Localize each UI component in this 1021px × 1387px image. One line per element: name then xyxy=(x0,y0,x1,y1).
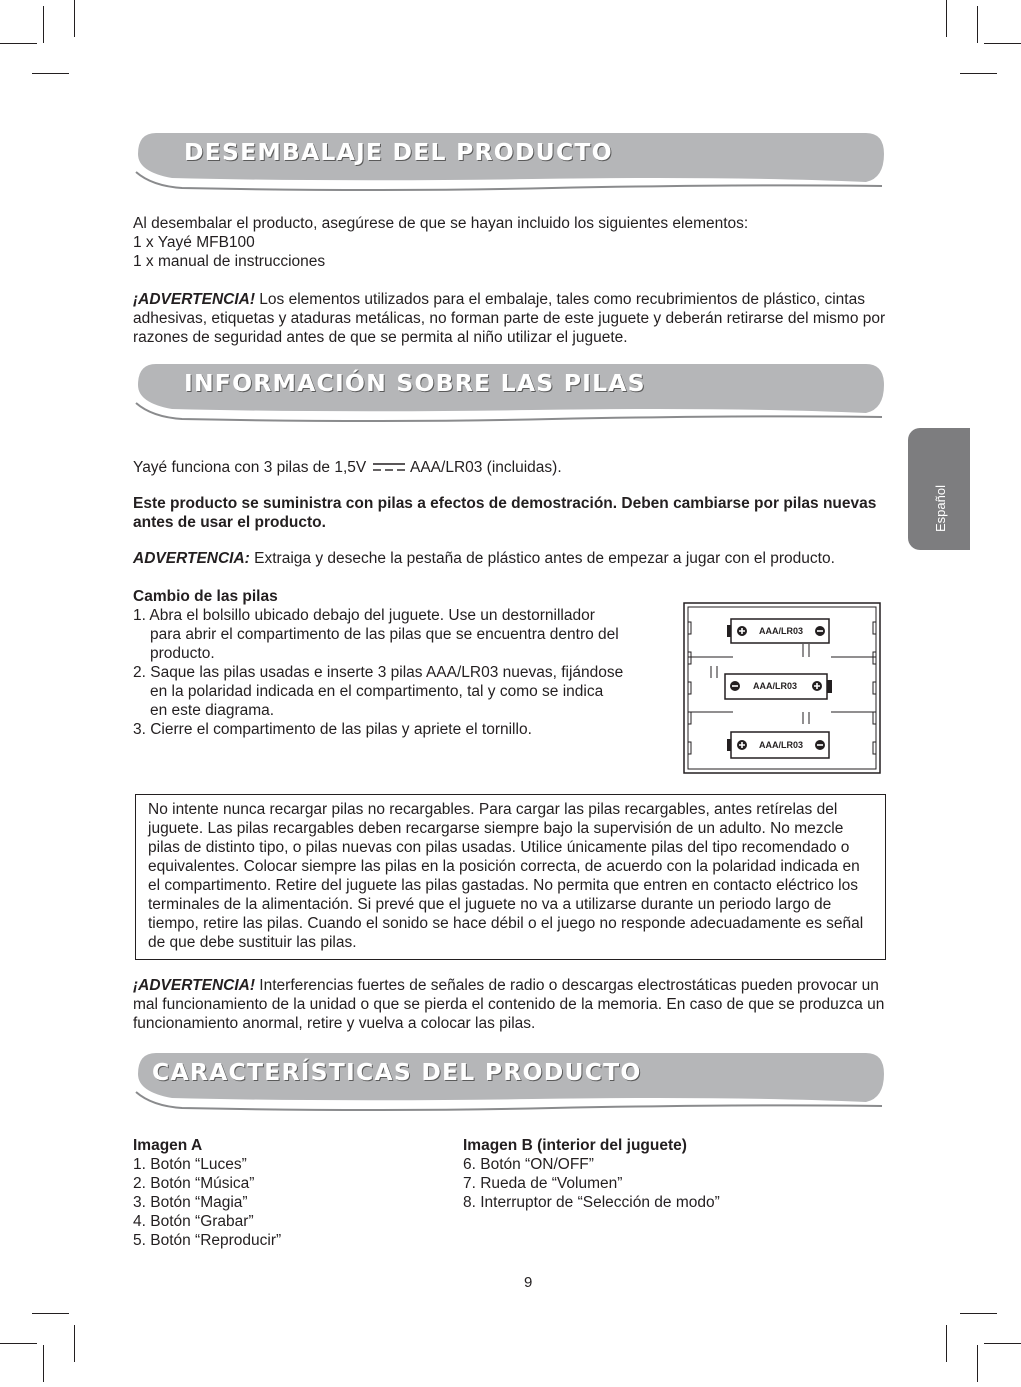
battery-compartment-diagram xyxy=(683,602,881,774)
features-col-heading: Imagen B (interior del juguete) xyxy=(463,1137,687,1154)
unpacking-warning xyxy=(133,290,893,347)
crop-mark xyxy=(32,1313,69,1314)
demo-notice: Este producto se suministra con pilas a efectos de demostración. Deben cambiarse por pilas nuevas antes de usar el producto. xyxy=(133,495,877,531)
battery-change-heading: Cambio de las pilas xyxy=(133,588,278,605)
warning-text: Extraiga y deseche la pestaña de plástico antes de empezar a jugar con el producto. xyxy=(249,550,835,567)
interference-warning-text xyxy=(133,976,893,1033)
step-line: 1. Abra el bolsillo ubicado debajo del juguete. Use un destornillador xyxy=(133,607,595,624)
crop-mark xyxy=(43,6,44,43)
page-number: 9 xyxy=(524,1274,533,1291)
section-banner-features xyxy=(132,1052,888,1114)
crop-mark xyxy=(0,1343,37,1344)
step-line: 2. Saque las pilas usadas e inserte 3 pilas AAA/LR03 nuevas, fijándose xyxy=(133,664,624,681)
warning-label: ¡ADVERTENCIA! xyxy=(133,977,255,994)
step-line: producto. xyxy=(150,645,215,662)
unpacking-item: 1 x manual de instrucciones xyxy=(133,253,326,270)
warning-text: Interferencias fuertes de señales de radio o descargas electrostáticas pueden provocar un mal funcionamiento de la unidad o que se pierda el contenido de la memoria. En caso de que se produzca un funcionamiento anormal, retire y vuelva a colocar las pilas. xyxy=(133,977,885,1032)
crop-mark xyxy=(960,73,997,74)
battery-spec-post: AAA/LR03 (incluidas). xyxy=(406,459,562,476)
feature-item: 8. Interruptor de “Selección de modo” xyxy=(463,1194,720,1211)
battery-spec-pre: Yayé funciona con 3 pilas de 1,5V xyxy=(133,459,371,476)
crop-mark xyxy=(977,1345,978,1382)
battery-spec xyxy=(133,458,893,477)
warning-text: Los elementos utilizados para el embalaje, tales como recubrimientos de plástico, cintas adhesivas, etiquetas y ataduras metálicas, no forman parte de este juguete y deberán retirarse del mismo por razones de seguridad antes de que se permita al niño utilizar el juguete. xyxy=(133,291,886,346)
section-title: DESEMBALAJE DEL PRODUCTO xyxy=(184,138,613,166)
warning-label: ¡ADVERTENCIA! xyxy=(133,291,255,308)
section-title: CARACTERÍSTICAS DEL PRODUCTO xyxy=(152,1058,642,1086)
feature-item: 4. Botón “Grabar” xyxy=(133,1213,254,1230)
feature-item: 6. Botón “ON/OFF” xyxy=(463,1156,594,1173)
plastic-tab-warning xyxy=(133,549,893,568)
battery-label: AAA/LR03 xyxy=(758,626,804,636)
dc-voltage-icon xyxy=(373,462,405,472)
battery xyxy=(725,674,832,699)
feature-item: 3. Botón “Magia” xyxy=(133,1194,248,1211)
crop-mark xyxy=(960,1313,997,1314)
unpacking-intro: Al desembalar el producto, asegúrese de que se hayan incluido los siguientes elementos: xyxy=(133,215,749,232)
feature-item: 7. Rueda de “Volumen” xyxy=(463,1175,623,1192)
unpacking-body xyxy=(133,214,893,347)
crop-mark xyxy=(977,6,978,43)
battery-safety-box xyxy=(135,794,886,960)
language-tab xyxy=(908,428,970,550)
battery-safety-text: No intente nunca recargar pilas no recargables. Para cargar las pilas recargables, antes retírelas del juguete. Las pilas recargables deben recargarse siempre bajo la supervisión de un adulto. No mezcle pilas de distinto tipo, o pilas nuevas con pilas usadas. Utilice únicamente pilas del tipo recomendado o equivalentes. Colocar siempre las pilas en la posición correcta, de acuerdo con la polaridad indicada en el compartimento. Retire del juguete las pilas gastadas. No permita que entren en contacto eléctrico los terminales de la alimentación. Si prevé que el juguete no va a utilizarse durante un periodo largo de tiempo, retire las pilas. Cuando el sonido se hace débil o el juego no responde adecuadamente es señal de que debe sustituir las pilas. xyxy=(148,801,864,951)
feature-item: 2. Botón “Música” xyxy=(133,1175,255,1192)
unpacking-item: 1 x Yayé MFB100 xyxy=(133,234,255,251)
battery-label: AAA/LR03 xyxy=(758,740,804,750)
crop-mark xyxy=(43,1345,44,1382)
crop-mark xyxy=(984,43,1021,44)
warning-label: ADVERTENCIA: xyxy=(133,550,250,567)
battery xyxy=(727,619,829,643)
step-line: en la polaridad indicada en el compartimento, tal y como se indica xyxy=(150,683,604,700)
features-col-heading: Imagen A xyxy=(133,1137,203,1154)
battery-label: AAA/LR03 xyxy=(752,681,798,691)
section-title: INFORMACIÓN SOBRE LAS PILAS xyxy=(184,369,646,397)
crop-mark xyxy=(74,1325,75,1362)
interference-warning xyxy=(133,976,893,1033)
features-col-a xyxy=(133,1136,433,1250)
step-line: en este diagrama. xyxy=(150,702,275,719)
crop-mark xyxy=(74,0,75,37)
language-tab-label: Español xyxy=(933,485,948,532)
feature-item: 5. Botón “Reproducir” xyxy=(133,1232,282,1249)
battery xyxy=(727,732,829,758)
section-banner-unpacking xyxy=(132,132,888,194)
crop-mark xyxy=(984,1343,1021,1344)
feature-item: 1. Botón “Luces” xyxy=(133,1156,247,1173)
features-col-b xyxy=(463,1136,863,1212)
step-line: 3. Cierre el compartimento de las pilas y apriete el tornillo. xyxy=(133,721,532,738)
section-banner-batteries xyxy=(132,363,888,425)
crop-mark xyxy=(946,0,947,37)
crop-mark xyxy=(946,1325,947,1362)
crop-mark xyxy=(0,43,37,44)
step-line: para abrir el compartimento de las pilas que se encuentra dentro del xyxy=(150,626,619,643)
crop-mark xyxy=(32,73,69,74)
